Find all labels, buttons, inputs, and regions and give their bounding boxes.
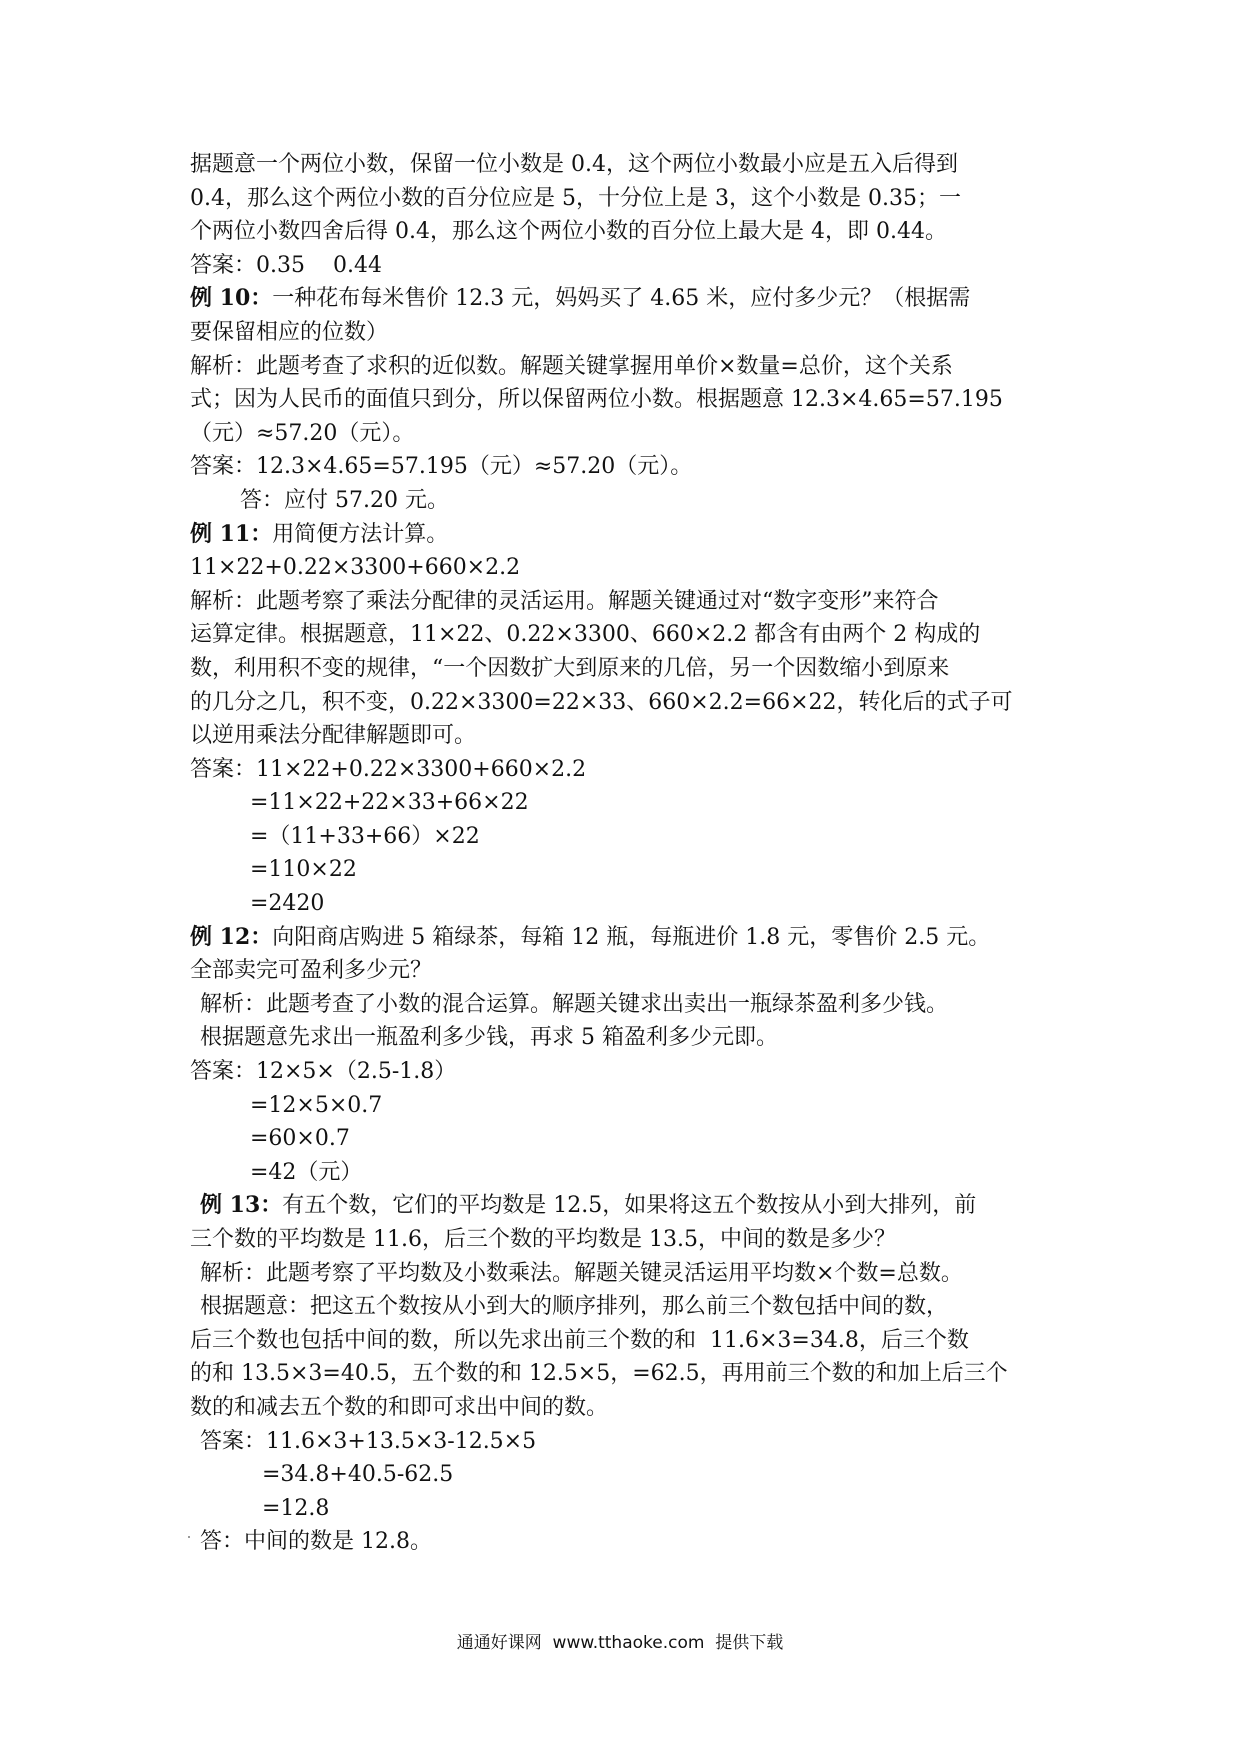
text-line: 据题意一个两位小数，保留一位小数是 0.4，这个两位小数最小应是五入后得到 [190,152,958,177]
text-line: 要保留相应的位数） [190,319,389,345]
answer-line: 答案：11×22+0.22×3300+660×2.2 [190,756,587,782]
example-10-heading [190,282,1070,316]
page-footer: 通通好课网 www.tthaoke.com 提供下载 [456,1633,784,1653]
answer-line: 答案：0.35 0.44 [190,252,382,278]
answer-line: 答案：12.3×4.65=57.195（元）≈57.20（元）。 [190,454,693,480]
text-line: 根据题意先求出一瓶盈利多少钱，再求 5 箱盈利多少元即。 [200,1025,778,1051]
text-line: 数的和减去五个数的和即可求出中间的数。 [190,1394,609,1420]
text-line: 三个数的平均数是 11.6，后三个数的平均数是 13.5，中间的数是多少？ [190,1227,896,1252]
scan-speck [188,1536,190,1538]
analysis-line: 解析：此题考查了求积的近似数。解题关键掌握用单价×数量=总价，这个关系 [190,353,953,379]
calc-step: =42（元） [250,1159,363,1185]
reply-line: 答：应付 57.20 元。 [240,487,449,513]
calc-step: =2420 [250,891,325,917]
answer-line: 答案：11.6×3+13.5×3-12.5×5 [200,1428,537,1454]
expression-line: 11×22+0.22×3300+660×2.2 [190,555,521,581]
question-text: 向阳商店购进 5 箱绿茶，每箱 12 瓶，每瓶进价 1.8 元，零售价 2.5 元。 [272,924,991,950]
text-line: 以逆用乘法分配律解题即可。 [190,723,477,749]
example-13-heading [190,1189,1070,1223]
answer-line: 答案：12×5×（2.5-1.8） [190,1059,457,1085]
text-line: （元）≈57.20（元）。 [190,420,415,446]
example-label: 例 12： [190,923,273,950]
text-line: 0.4，那么这个两位小数的百分位应是 5，十分位上是 3，这个小数是 0.35；一 [190,185,961,211]
example-label: 例 13： [200,1192,283,1219]
example-label: 例 10： [190,285,273,312]
text-line: 根据题意：把这五个数按从小到大的顺序排列，那么前三个数包括中间的数， [200,1294,949,1320]
analysis-line: 解析：此题考察了乘法分配律的灵活运用。解题关键通过对“数字变形”来符合 [190,588,939,614]
question-text: 一种花布每米售价 12.3 元，妈妈买了 4.65 米，应付多少元？（根据需 [272,286,971,312]
calc-step: =34.8+40.5-62.5 [262,1462,454,1488]
reply-line: 答：中间的数是 12.8。 [200,1529,432,1555]
text-line: 式；因为人民币的面值只到分，所以保留两位小数。根据题意 12.3×4.65=57.195 [190,387,1003,413]
text-line: 全部卖完可盈利多少元？ [190,958,433,984]
text-line: 个两位小数四舍后得 0.4，那么这个两位小数的百分位上最大是 4，即 0.44。 [190,219,947,245]
calc-step: =11×22+22×33+66×22 [250,790,529,816]
analysis-line: 解析：此题考察了平均数及小数乘法。解题关键灵活运用平均数×个数=总数。 [200,1260,963,1286]
calc-step: =12×5×0.7 [250,1092,383,1118]
calc-step: =60×0.7 [250,1126,350,1152]
text-line: 运算定律。根据题意，11×22、0.22×3300、660×2.2 都含有由两个 2 构成的 [190,622,981,648]
calc-step: =110×22 [250,857,357,883]
calc-step: =（11+33+66）×22 [250,823,480,849]
example-11-heading [190,518,1070,552]
calc-step: =12.8 [262,1495,330,1521]
example-12-heading [190,921,1070,955]
question-text: 用简便方法计算。 [272,521,449,547]
question-text: 有五个数，它们的平均数是 12.5，如果将这五个数按从小到大排列，前 [282,1193,977,1219]
document-body [190,148,1070,1559]
text-line: 的和 13.5×3=40.5，五个数的和 12.5×5，=62.5，再用前三个数的和加上后三个 [190,1361,1008,1387]
text-line: 的几分之几，积不变，0.22×3300=22×33、660×2.2=66×22，转化后的式子可 [190,689,1013,715]
text-line: 后三个数也包括中间的数，所以先求出前三个数的和 11.6×3=34.8，后三个数 [190,1327,969,1353]
text-line: 数，利用积不变的规律，“一个因数扩大到原来的几倍，另一个因数缩小到原来 [190,655,950,681]
example-label: 例 11： [190,520,273,547]
analysis-line: 解析：此题考查了小数的混合运算。解题关键求出卖出一瓶绿茶盈利多少钱。 [200,991,949,1017]
